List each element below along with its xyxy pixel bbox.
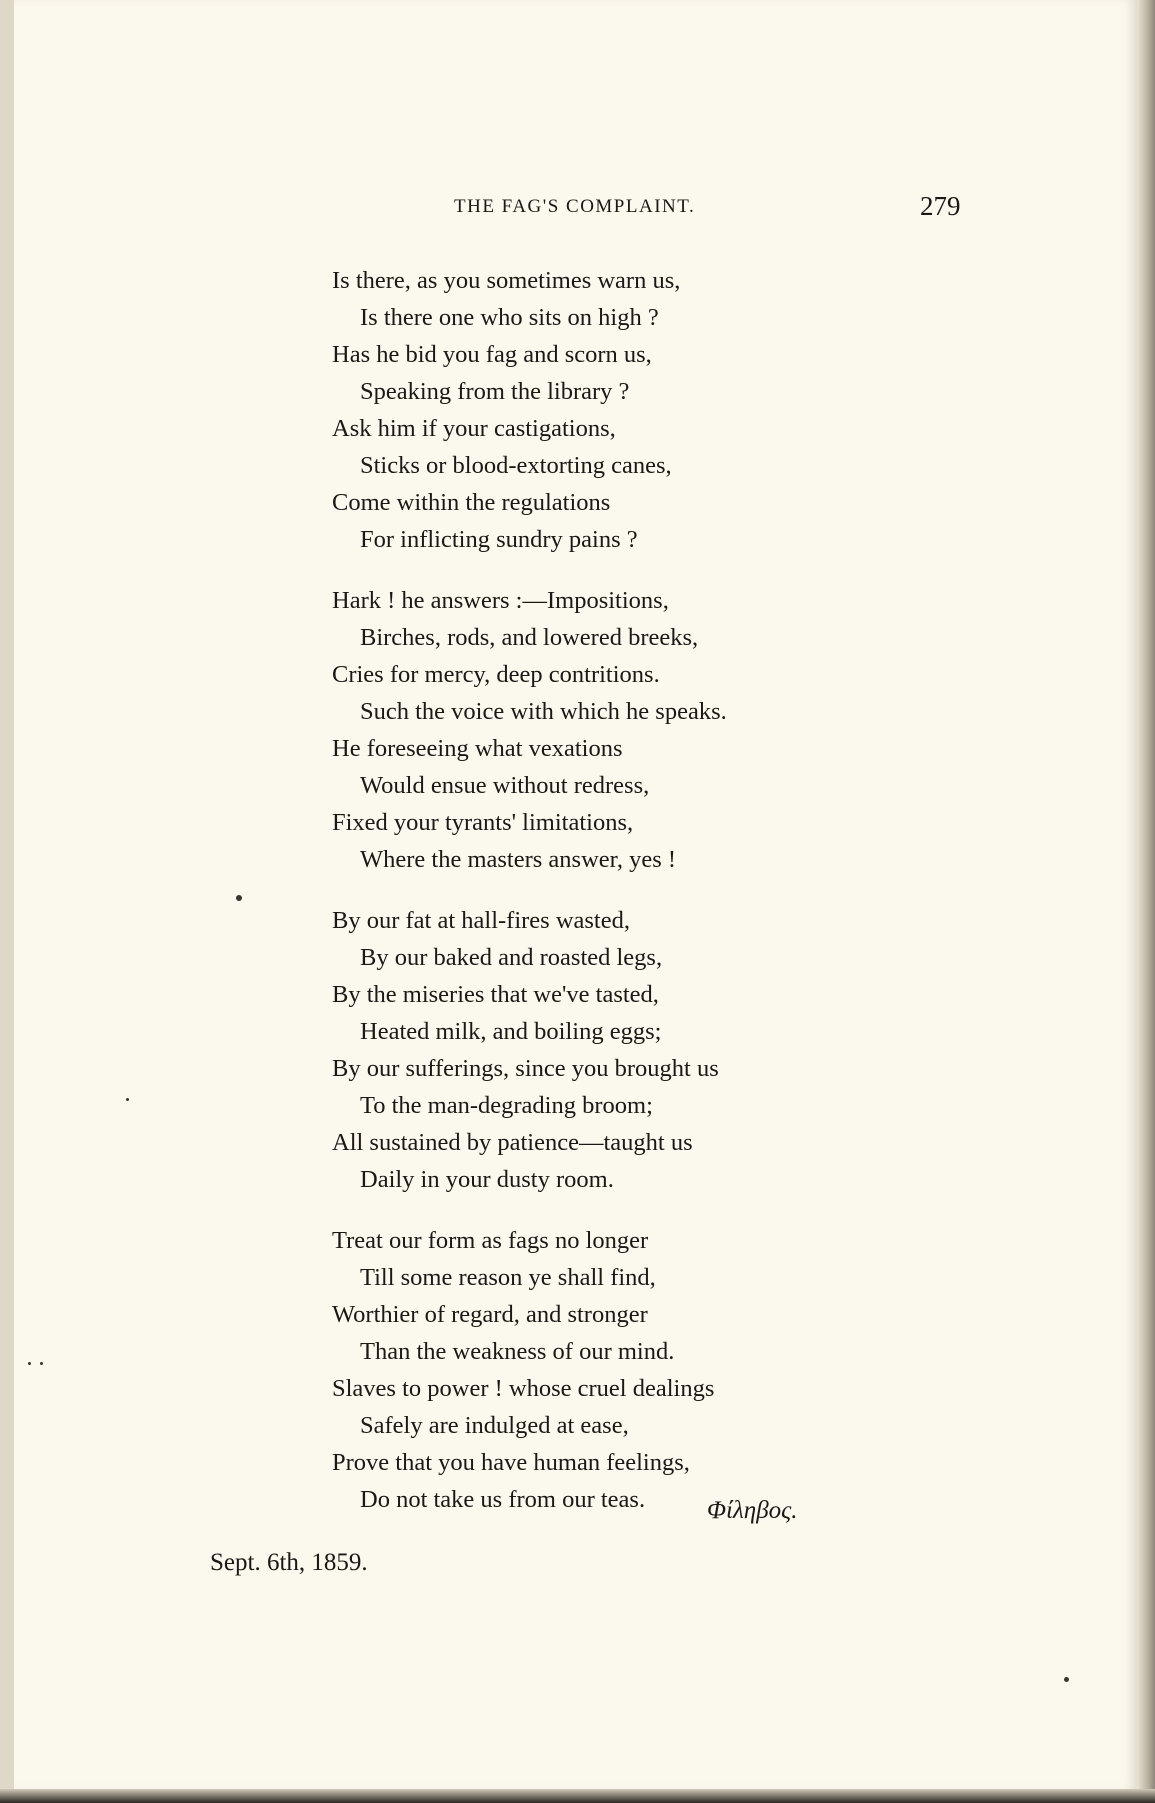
stanza-2 xyxy=(332,582,832,878)
page-number: 279 xyxy=(920,191,961,221)
poem-line: Heated milk, and boiling eggs; xyxy=(360,1018,662,1045)
poem-line: By the miseries that we've tasted, xyxy=(332,981,659,1008)
poem-line: Where the masters answer, yes ! xyxy=(360,846,677,873)
poem-line: Safely are indulged at ease, xyxy=(360,1412,629,1439)
poem-line: Prove that you have human feelings, xyxy=(332,1449,690,1476)
poem-line: Slaves to power ! whose cruel dealings xyxy=(332,1375,715,1402)
poem-line: All sustained by patience—taught us xyxy=(332,1129,693,1156)
poem-line: Till some reason ye shall find, xyxy=(360,1264,656,1291)
poem-line: To the man-degrading broom; xyxy=(360,1092,653,1119)
poem-line: Such the voice with which he speaks. xyxy=(360,698,727,725)
poem-line: By our fat at hall-fires wasted, xyxy=(332,907,630,934)
poem-line: Is there one who sits on high ? xyxy=(360,304,659,331)
poem-line: Treat our form as fags no longer xyxy=(332,1227,649,1254)
poem-line: By our sufferings, since you brought us xyxy=(332,1055,719,1082)
poem-line: By our baked and roasted legs, xyxy=(360,944,663,971)
poem-line: Than the weakness of our mind. xyxy=(360,1338,675,1365)
poem-line: Sticks or blood-extorting canes, xyxy=(360,452,672,479)
print-speck xyxy=(40,1362,43,1365)
poem-line: Cries for mercy, deep contritions. xyxy=(332,661,660,688)
poem-line: Speaking from the library ? xyxy=(360,378,630,405)
poem-line: He foreseeing what vexations xyxy=(332,735,623,762)
print-speck xyxy=(236,895,242,901)
poem-line: For inflicting sundry pains ? xyxy=(360,526,638,553)
poem-line: Daily in your dusty room. xyxy=(360,1166,614,1193)
stanza-4 xyxy=(332,1222,832,1518)
stanza-3 xyxy=(332,902,832,1198)
print-speck xyxy=(126,1098,129,1101)
stanza-1 xyxy=(332,262,832,558)
poem xyxy=(332,262,832,1542)
poem-line: Would ensue without redress, xyxy=(360,772,650,799)
poem-line: Birches, rods, and lowered breeks, xyxy=(360,624,699,651)
poem-line: Ask him if your castigations, xyxy=(332,415,616,442)
poem-line: Do not take us from our teas. xyxy=(360,1486,646,1513)
poem-line: Worthier of regard, and stronger xyxy=(332,1301,648,1328)
dateline: Sept. 6th, 1859. xyxy=(210,1549,368,1576)
book-page xyxy=(14,0,1138,1790)
running-title: THE FAG'S COMPLAINT. xyxy=(454,196,696,217)
print-speck xyxy=(1064,1677,1069,1682)
poem-line: Hark ! he answers :—Impositions, xyxy=(332,587,669,614)
poem-line: Has he bid you fag and scorn us, xyxy=(332,341,652,368)
bottom-edge xyxy=(0,1789,1155,1803)
page-edge xyxy=(1137,0,1155,1803)
poem-line: Come within the regulations xyxy=(332,489,611,516)
print-speck xyxy=(28,1362,31,1365)
poem-line: Fixed your tyrants' limitations, xyxy=(332,809,634,836)
poem-line: Is there, as you sometimes warn us, xyxy=(332,267,681,294)
author-signature: Φίληβος. xyxy=(707,1497,798,1524)
